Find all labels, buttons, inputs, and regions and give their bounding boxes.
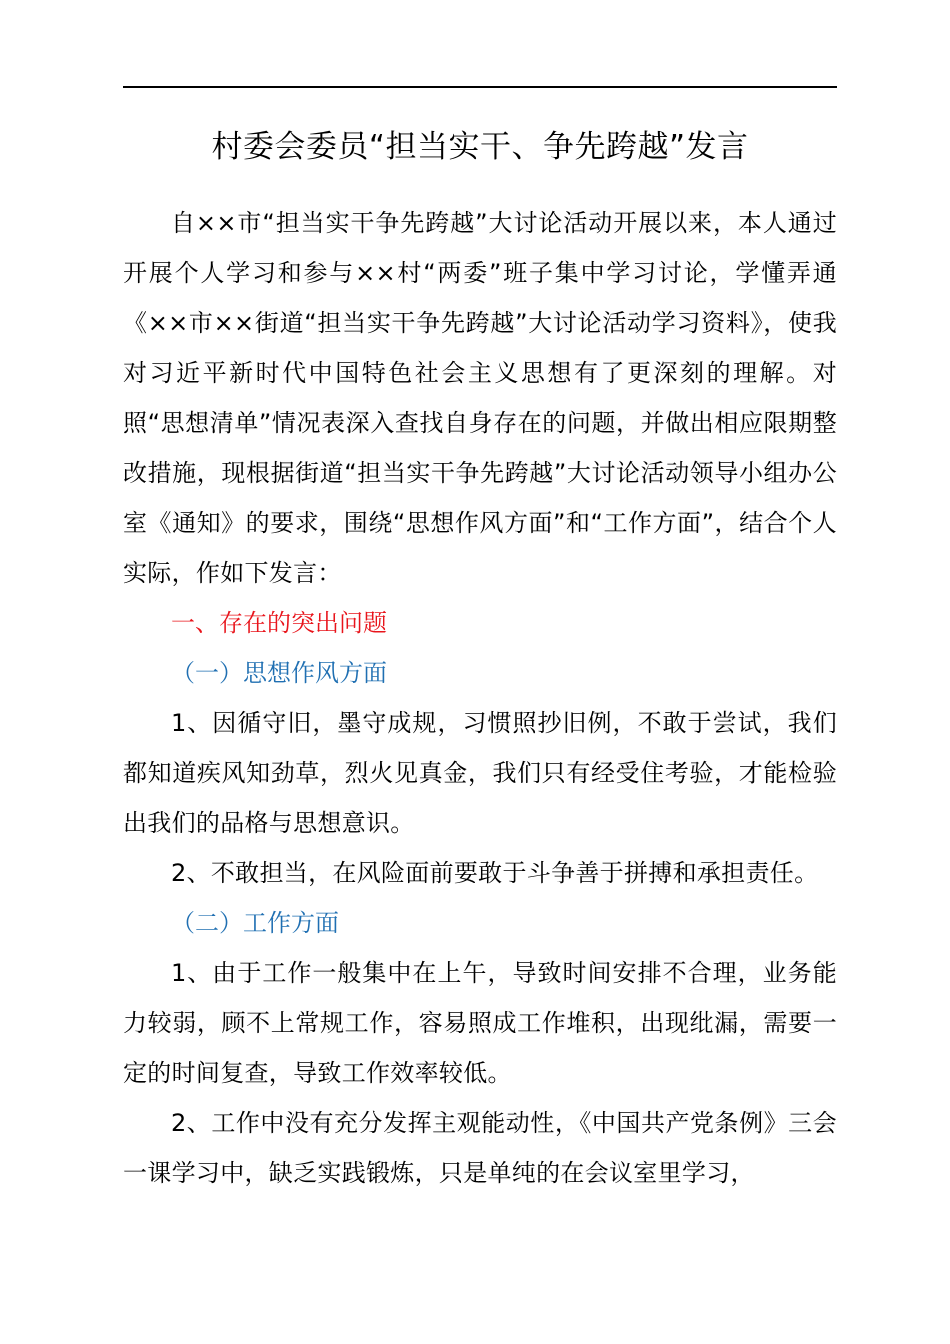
document-title: 村委会委员“担当实干、争先跨越”发言 bbox=[211, 129, 749, 165]
subsection-heading-ideology: （一）思想作风方面 bbox=[171, 659, 387, 687]
document-body bbox=[123, 198, 837, 1198]
paragraph-work-1: 1、由于工作一般集中在上午，导致时间安排不合理，业务能力较弱，顾不上常规工作，容易照成工作堆积，出现纰漏，需要一定的时间复查，导致工作效率较低。 bbox=[123, 959, 837, 1087]
header-rule bbox=[123, 86, 837, 88]
intro-paragraph: 自××市“担当实干争先跨越”大讨论活动开展以来，本人通过开展个人学习和参与××村“两委”班子集中学习讨论，学懂弄通《××市××街道“担当实干争先跨越”大讨论活动学习资料》，使我对习近平新时代中国特色社会主义思想有了更深刻的理解。对照“思想清单”情况表深入查找自身存在的问题，并做出相应限期整改措施，现根据街道“担当实干争先跨越”大讨论活动领导小组办公室《通知》的要求，围绕“思想作风方面”和“工作方面”，结合个人实际，作如下发言： bbox=[123, 209, 837, 587]
paragraph-work-2: 2、工作中没有充分发挥主观能动性，《中国共产党条例》三会一课学习中，缺乏实践锻炼，只是单纯的在会议室里学习， bbox=[123, 1109, 837, 1187]
paragraph-ideology-1: 1、因循守旧，墨守成规，习惯照抄旧例，不敢于尝试，我们都知道疾风知劲草，烈火见真金，我们只有经受住考验，才能检验出我们的品格与思想意识。 bbox=[123, 709, 837, 837]
section-heading: 一、存在的突出问题 bbox=[171, 609, 387, 637]
subsection-heading-work: （二）工作方面 bbox=[171, 909, 339, 937]
paragraph-ideology-2: 2、不敢担当，在风险面前要敢于斗争善于拼搏和承担责任。 bbox=[171, 859, 819, 887]
